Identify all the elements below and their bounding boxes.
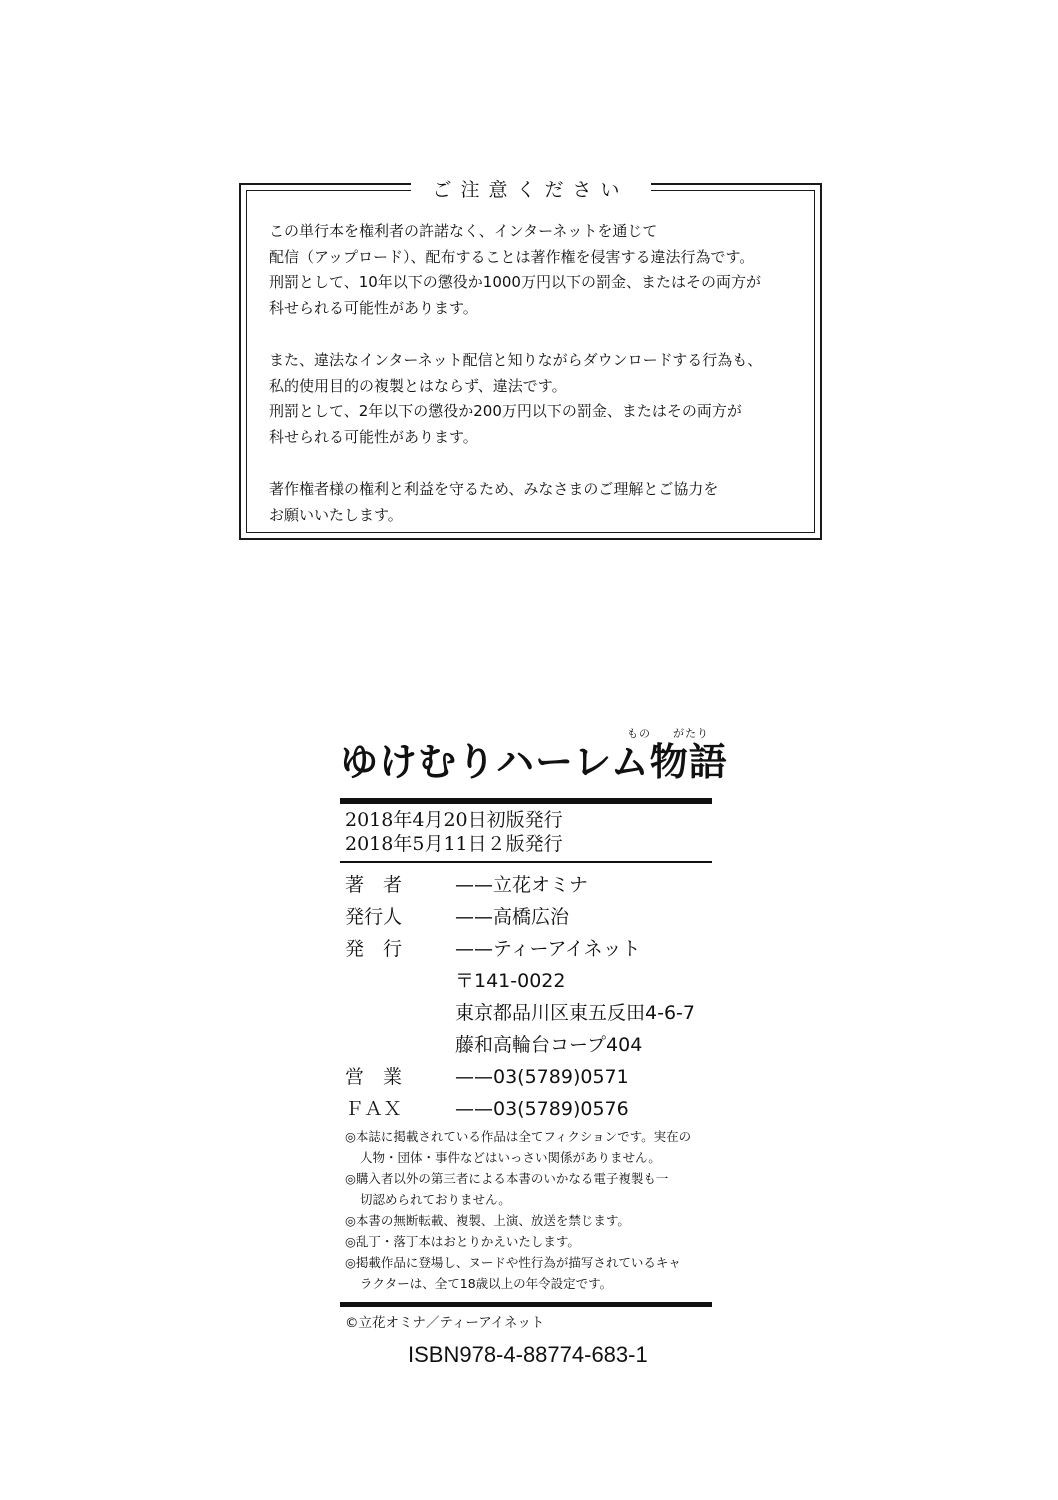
editions-rule bbox=[340, 861, 712, 863]
sales-phone: ——03(5789)0571 bbox=[455, 1066, 629, 1088]
isbn: ISBN978-4-88774-683-1 bbox=[408, 1342, 648, 1367]
notice-paragraph bbox=[269, 477, 799, 528]
edition-first: 2018年4月20日初版発行 bbox=[345, 809, 563, 831]
address-line-1: 東京都品川区東五反田4-6-7 bbox=[455, 1002, 695, 1024]
publisher-label: 発 行 bbox=[345, 938, 403, 960]
publisher-person-label: 発行人 bbox=[345, 906, 403, 928]
note-line: 人物・団体・事件などはいっさい関係がありません。 bbox=[360, 1150, 661, 1165]
fax-row bbox=[345, 1093, 695, 1125]
notice-line: 著作権者様の権利と利益を守るため、みなさまのご理解とご協力を bbox=[269, 480, 719, 498]
notice-line: 私的使用目的の複製とはならず、違法です。 bbox=[269, 376, 567, 395]
note-line: ◎本書の無断転載、複製、上演、放送を禁じます。 bbox=[345, 1213, 630, 1228]
title-ruby-mono: もの bbox=[627, 727, 651, 740]
notice-line: 科せられる可能性があります。 bbox=[269, 298, 478, 317]
notes-rule bbox=[340, 1302, 712, 1307]
publisher-person-value: ——高橋広治 bbox=[455, 906, 570, 928]
title-ruby-gatari: がたり bbox=[673, 727, 709, 740]
author-value: ——立花オミナ bbox=[455, 874, 589, 896]
credits bbox=[345, 869, 695, 1125]
book-title: ゆけむりハーレム物語 bbox=[340, 740, 728, 784]
publisher-row bbox=[345, 933, 695, 965]
note-line: ◎購入者以外の第三者による本書のいかなる電子複製も一 bbox=[345, 1171, 669, 1186]
notice-line: 科せられる可能性があります。 bbox=[269, 427, 478, 446]
sales-label: 営 業 bbox=[345, 1066, 403, 1088]
note-line: ◎掲載作品に登場し、ヌードや性行為が描写されているキャ bbox=[345, 1255, 681, 1270]
publisher-value: ——ティーアイネット bbox=[455, 938, 641, 960]
postal-code: 〒141-0022 bbox=[455, 970, 566, 992]
sales-row bbox=[345, 1061, 695, 1093]
notice-line: また、違法なインターネット配信と知りながらダウンロードする行為も、 bbox=[269, 351, 763, 369]
notice-inner-border bbox=[246, 179, 815, 533]
title-rule bbox=[340, 798, 712, 804]
copyright-notice: ©立花オミナ／ティーアイネット bbox=[345, 1315, 545, 1331]
author-row bbox=[345, 869, 695, 901]
note-line: ◎本誌に掲載されている作品は全てフィクションです。実在の bbox=[345, 1129, 692, 1144]
note-line: ◎乱丁・落丁本はおとりかえいたします。 bbox=[345, 1234, 580, 1249]
notice-line: 刑罰として、10年以下の懲役か1000万円以下の罰金、またはその両方が bbox=[269, 273, 761, 291]
notice-paragraph bbox=[269, 219, 799, 321]
legal-notes bbox=[345, 1126, 691, 1294]
fax-label: ＦＡＸ bbox=[345, 1098, 403, 1120]
notice-body bbox=[269, 219, 799, 555]
notice-box bbox=[239, 179, 822, 540]
notice-line: 刑罰として、2年以下の懲役か200万円以下の罰金、またはその両方が bbox=[269, 402, 742, 420]
edition-history bbox=[345, 808, 563, 856]
address-line-2: 藤和高輪台コープ404 bbox=[455, 1034, 643, 1056]
notice-line: 配信（アップロード）、配布することは著作権を侵害する違法行為です。 bbox=[269, 247, 755, 266]
publisher-person-row bbox=[345, 901, 695, 933]
notice-line: お願いいたします。 bbox=[269, 505, 403, 524]
notice-paragraph bbox=[269, 348, 799, 450]
note-line: 切認められておりません。 bbox=[360, 1192, 511, 1207]
fax-number: ——03(5789)0576 bbox=[455, 1098, 629, 1120]
edition-second: 2018年5月11日２版発行 bbox=[345, 833, 563, 855]
author-label: 著 者 bbox=[345, 874, 403, 896]
notice-title: ご注意ください bbox=[410, 177, 650, 203]
notice-line: この単行本を権利者の許諾なく、インターネットを通じて bbox=[269, 222, 658, 240]
note-line: ラクターは、全て18歳以上の年令設定です。 bbox=[360, 1276, 613, 1291]
